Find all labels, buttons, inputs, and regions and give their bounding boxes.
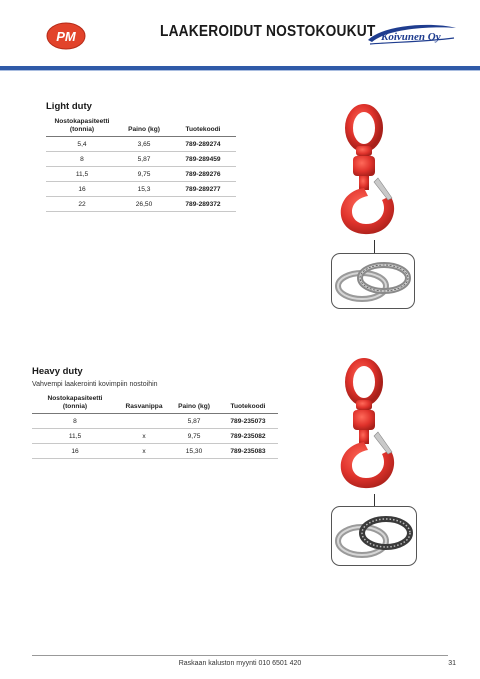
table-cell: 789-235082 — [218, 429, 278, 444]
light-duty-table — [46, 118, 236, 212]
table-cell: 16 — [32, 444, 118, 459]
table-cell: 789-289372 — [170, 197, 236, 212]
column-header-code: Tuotekoodi — [218, 395, 278, 414]
table-cell: 26,50 — [118, 197, 170, 212]
table-cell: 3,65 — [118, 137, 170, 152]
bearing-image-box — [331, 506, 417, 566]
table-header-row — [32, 395, 278, 414]
table-cell: 5,87 — [118, 152, 170, 167]
table-cell: 16 — [46, 182, 118, 197]
light-duty-title: Light duty — [46, 101, 92, 112]
header-rule-light — [0, 70, 480, 71]
table-cell: x — [118, 444, 170, 459]
pm-logo — [46, 22, 86, 50]
column-header-weight: Paino (kg) — [170, 395, 218, 414]
table-cell: 9,75 — [118, 167, 170, 182]
table-cell: 789-289274 — [170, 137, 236, 152]
table-row — [46, 182, 236, 197]
heavy-duty-subtitle: Vahvempi laakerointi kovimpiin nostoihin — [32, 381, 158, 388]
thrust-bearing-icon — [332, 254, 415, 309]
heavy-duty-title: Heavy duty — [32, 366, 83, 377]
table-cell: 789-289459 — [170, 152, 236, 167]
table-cell: 15,30 — [170, 444, 218, 459]
heavy-duty-rows — [32, 414, 278, 459]
table-row — [32, 429, 278, 444]
table-cell: 15,3 — [118, 182, 170, 197]
table-row — [32, 444, 278, 459]
table-row — [46, 152, 236, 167]
table-cell: 789-235083 — [218, 444, 278, 459]
table-row — [46, 167, 236, 182]
table-cell: 9,75 — [170, 429, 218, 444]
table-cell — [118, 414, 170, 429]
table-cell: 5,4 — [46, 137, 118, 152]
table-cell: 11,5 — [32, 429, 118, 444]
table-header-row — [46, 118, 236, 137]
column-header-weight: Paino (kg) — [118, 118, 170, 137]
swivel-hook-icon — [326, 104, 422, 244]
heavy-duty-table — [32, 395, 278, 459]
page-title: LAAKEROIDUT NOSTOKOUKUT — [160, 23, 376, 40]
table-cell: 789-235073 — [218, 414, 278, 429]
table-cell: 5,87 — [170, 414, 218, 429]
table-cell: 11,5 — [46, 167, 118, 182]
light-duty-rows — [46, 137, 236, 212]
swivel-hook-icon — [326, 358, 422, 498]
table-row — [46, 197, 236, 212]
column-header-code: Tuotekoodi — [170, 118, 236, 137]
table-cell: 789-289276 — [170, 167, 236, 182]
table-row — [32, 414, 278, 429]
column-header-grease-nipple: Rasvanippa — [118, 395, 170, 414]
column-header-capacity: Nostokapasiteetti (tonnia) — [46, 118, 118, 137]
bearing-image-box — [331, 253, 415, 309]
table-cell: 8 — [46, 152, 118, 167]
footer-rule — [32, 655, 448, 656]
connector-line — [374, 240, 375, 254]
table-cell: 789-289277 — [170, 182, 236, 197]
page-number: 31 — [448, 660, 456, 667]
thrust-bearing-icon — [332, 507, 417, 566]
pm-logo-text: PM — [56, 29, 76, 44]
footer-contact-text: Raskaan kaluston myynti 010 6501 420 — [178, 660, 302, 667]
brand-logo-text: Koivunen Oy — [381, 31, 441, 43]
column-header-capacity: Nostokapasiteetti (tonnia) — [32, 395, 118, 414]
table-cell: 22 — [46, 197, 118, 212]
table-cell: x — [118, 429, 170, 444]
table-cell: 8 — [32, 414, 118, 429]
table-row — [46, 137, 236, 152]
